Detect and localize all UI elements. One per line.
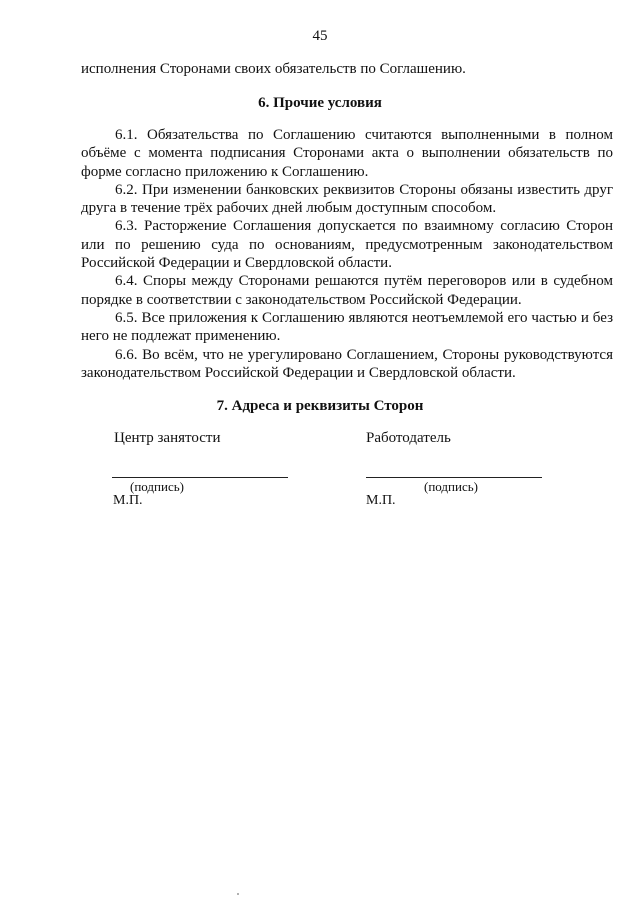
left-stamp-label: М.П.	[113, 493, 143, 508]
left-party-name: Центр занятости	[114, 430, 221, 446]
clause-6-5	[81, 309, 613, 346]
section-7-heading: 7. Адреса и реквизиты Сторон	[216, 398, 424, 414]
clause-text: При изменении банковских реквизитов Стороны обязаны известить друг друга в течение трёх рабочих дней любым доступным способом.	[81, 181, 613, 217]
page-number: 45	[312, 28, 328, 44]
clause-text: Во всём, что не урегулировано Соглашением, Стороны руководствуются законодательством Российской Федерации и Свердловской области.	[81, 346, 613, 381]
clause-text: Расторжение Соглашения допускается по взаимному согласию Сторон или по решению суда по основаниям, предусмотренным законодательством Российской Федерации и Свердловской области.	[81, 218, 613, 272]
right-stamp-label: М.П.	[366, 493, 396, 508]
continuation-text: исполнения Сторонами своих обязательств по Соглашению.	[81, 61, 466, 77]
clause-number: 6.4.	[115, 273, 138, 290]
section-6-clauses	[81, 126, 613, 382]
clause-number: 6.3.	[115, 218, 138, 235]
right-signature-caption: (подпись)	[424, 479, 478, 494]
clause-6-6	[81, 346, 613, 383]
section-6-heading: 6. Прочие условия	[258, 95, 382, 111]
clause-number: 6.6.	[115, 346, 138, 363]
scan-speck	[237, 893, 239, 895]
clause-text: Споры между Сторонами решаются путём переговоров или в судебном порядке в соответствии с законодательством Российской Федерации.	[81, 273, 613, 308]
clause-6-2	[81, 181, 613, 218]
clause-text: Обязательства по Соглашению считаются выполненными в полном объёме с момента подписания Сторонами акта о выполнении обязательств по форме согласно приложению к Соглашению.	[81, 127, 613, 180]
clause-number: 6.1.	[115, 127, 138, 143]
right-signature-line	[366, 477, 542, 478]
clause-6-4	[81, 272, 613, 309]
clause-6-3	[81, 217, 613, 272]
left-signature-line	[112, 477, 288, 478]
right-party-name: Работодатель	[366, 430, 451, 446]
clause-text: Все приложения к Соглашению являются неотъемлемой его частью и без него не подлежат применению.	[81, 309, 613, 345]
clause-number: 6.2.	[115, 181, 138, 198]
left-signature-caption: (подпись)	[130, 479, 184, 494]
clause-6-1	[81, 126, 613, 181]
clause-number: 6.5.	[115, 309, 138, 326]
